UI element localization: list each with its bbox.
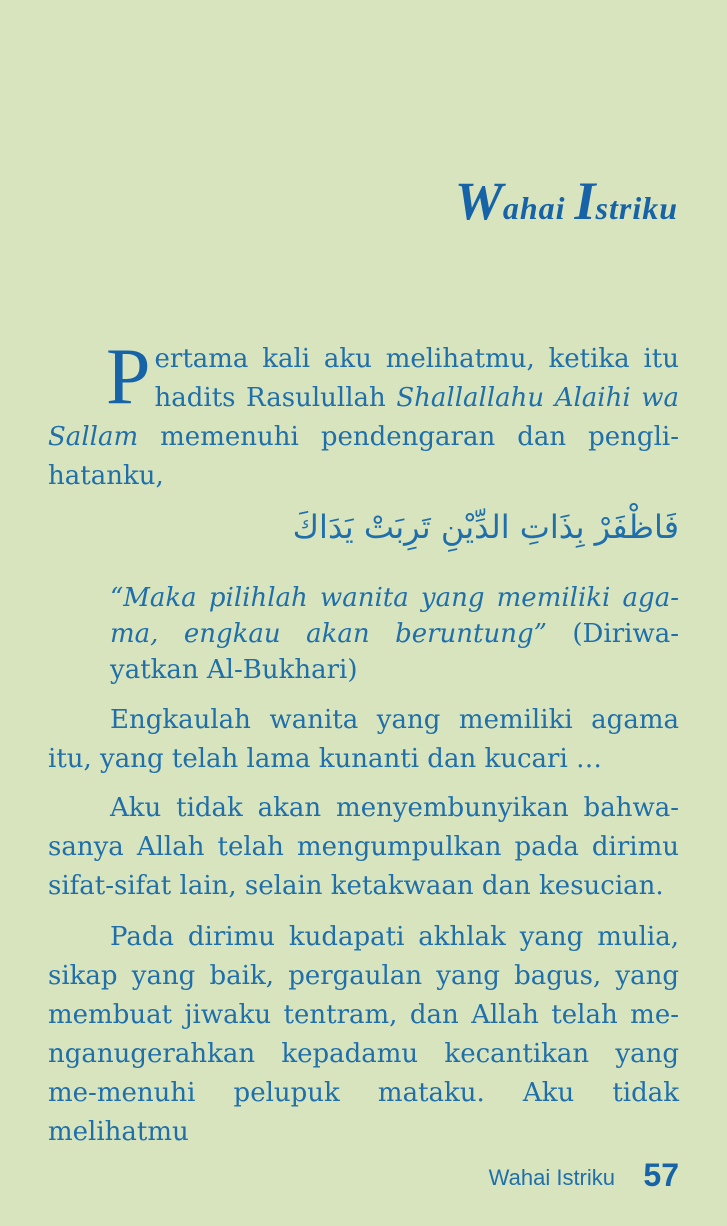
translation-italic: “Maka pilihlah wanita yang memiliki aga-ma, engkau akan beruntung” <box>110 583 679 649</box>
page-title <box>455 170 678 232</box>
paragraph-4: Pada dirimu kudapati akhlak yang mulia, sikap yang baik, pergaulan yang bagus, yang membuat jiwaku tentram, dan Allah telah me-nganugerahkan kepadamu kecantikan yang me-menuhi pelupuk mataku. Aku tidak melihatmu <box>48 922 679 1147</box>
paragraph-1-italic: Shallallahu Alaihi wa Sallam <box>48 383 679 452</box>
title-cap-i: I <box>574 171 596 231</box>
paragraph-1-text-a: ertama kali aku melihatmu, ketika itu hadits Rasulullah <box>154 344 679 413</box>
paragraph-2: Engkaulah wanita yang memiliki agama itu, yang telah lama kunanti dan kucari … <box>48 705 679 774</box>
page-number: 57 <box>643 1157 679 1193</box>
translation-source: (Diriwa-yatkan Al-Bukhari) <box>110 619 679 685</box>
running-footer-title: Wahai Istriku <box>488 1165 615 1190</box>
paragraph-1-text-b: memenuhi pendengaran dan pengli-hatanku, <box>48 422 679 491</box>
hadith-translation <box>110 580 679 688</box>
paragraph-1 <box>48 333 679 496</box>
title-cap-w: W <box>454 171 503 231</box>
title-rest-w: ahai <box>502 190 575 226</box>
title-rest-i: striku <box>595 190 678 226</box>
arabic-hadith: فَاظْفَرْ بِذَاتِ الدِّيْنِ تَرِبَتْ يَدَاكَ <box>292 508 679 546</box>
paragraph-3: Aku tidak akan menyembunyikan bahwa-sanya Allah telah mengumpulkan pada dirimu sifat-sifat lain, selain ketakwaan dan kesucian. <box>48 793 679 901</box>
drop-cap: P <box>106 333 151 421</box>
